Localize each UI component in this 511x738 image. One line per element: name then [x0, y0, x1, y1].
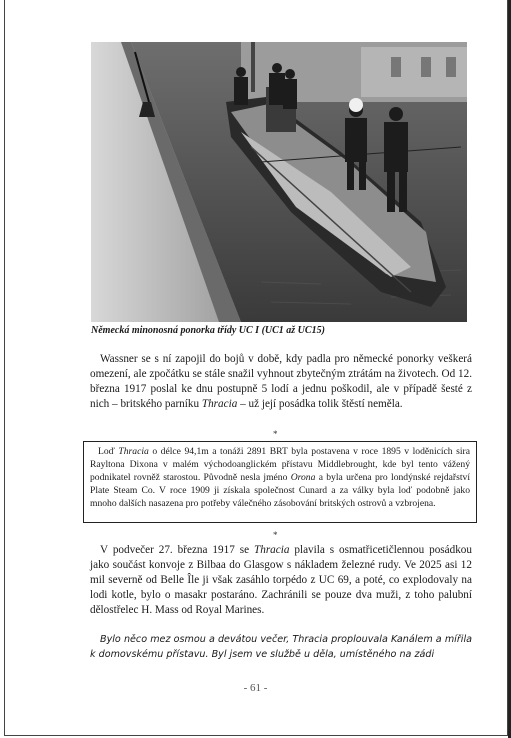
paragraph-2-ship-name: Thracia [254, 544, 290, 556]
page-number: - 61 - [243, 682, 268, 694]
paragraph-2-text-b: plavila s osmatřicetičlennou posádkou jako součást konvoje z Bilbaa do Glasgow s nákladem železné rudy. Ve 2025 asi 12 mil severně od Belle Île ji však zasáhlo torpédo z UC 69, a poté, co explodovaly na lodi kotle, bylo o masakr postaráno. Zachránili se pouze dva muži, z toho palubní dělostřelec H. Mass od Royal Marines. [90, 544, 472, 616]
info-box-text-c: a byla určena pro londýnské rejdařství Plate Steam Co. V roce 1909 ji získala společnost Cunard a za války byla loď podobně jako mnoho dalších nasazena pro potřeby válečného zásobování britských ostrovů a vzbrojena. [90, 472, 470, 509]
paragraph-3-quote [90, 632, 472, 662]
ship-name: Thracia [201, 398, 238, 410]
paragraph-2 [90, 543, 472, 618]
paragraph-1 [90, 352, 472, 412]
separator-asterisk-1: * [273, 429, 278, 439]
paragraph-3-text: Bylo něco mez osmou a devátou večer, Thracia proplouvala Kanálem a mířila k domovskému přístavu. Byl jsem ve službě u děla, umístěného na zádi [90, 634, 472, 660]
separator-asterisk-2: * [273, 530, 278, 540]
paragraph-1-text-a: Wassner se s ní zapojil do bojů v době, kdy padla pro německé ponorky veškerá omezení, ale zpočátku se stále snažil vyhnout zbytečným ztrátám na životech. Od 12. března 1917 poslal ke dnu postupně 5 lodí a jednu poškodil, ale v případě šesté z nich – britského parníku [90, 353, 472, 410]
info-box-text-a: Loď [98, 446, 119, 457]
paragraph-2-text-a: V podvečer 27. března 1917 se [100, 544, 254, 556]
info-box-original-name: Orona [290, 472, 316, 483]
paragraph-1-text-b: – už její posádka tolik štěstí neměla. [237, 398, 403, 410]
info-box-ship-name: Thracia [118, 446, 149, 457]
info-box [83, 441, 477, 523]
info-box-text-b: o délce 94,1m a tonáži 2891 BRT byla postavena v roce 1895 v loděnicích sira Rayltona Dixona v malém východoanglickém přístavu Middlebrought, kde byl tento vážený podnikatel rovněž starostou. Původně nesla jméno [90, 446, 470, 483]
submarine-photo [91, 42, 467, 322]
photo-caption: Německá minonosná ponorka třídy UC I (UC1 až UC15) [91, 325, 325, 336]
